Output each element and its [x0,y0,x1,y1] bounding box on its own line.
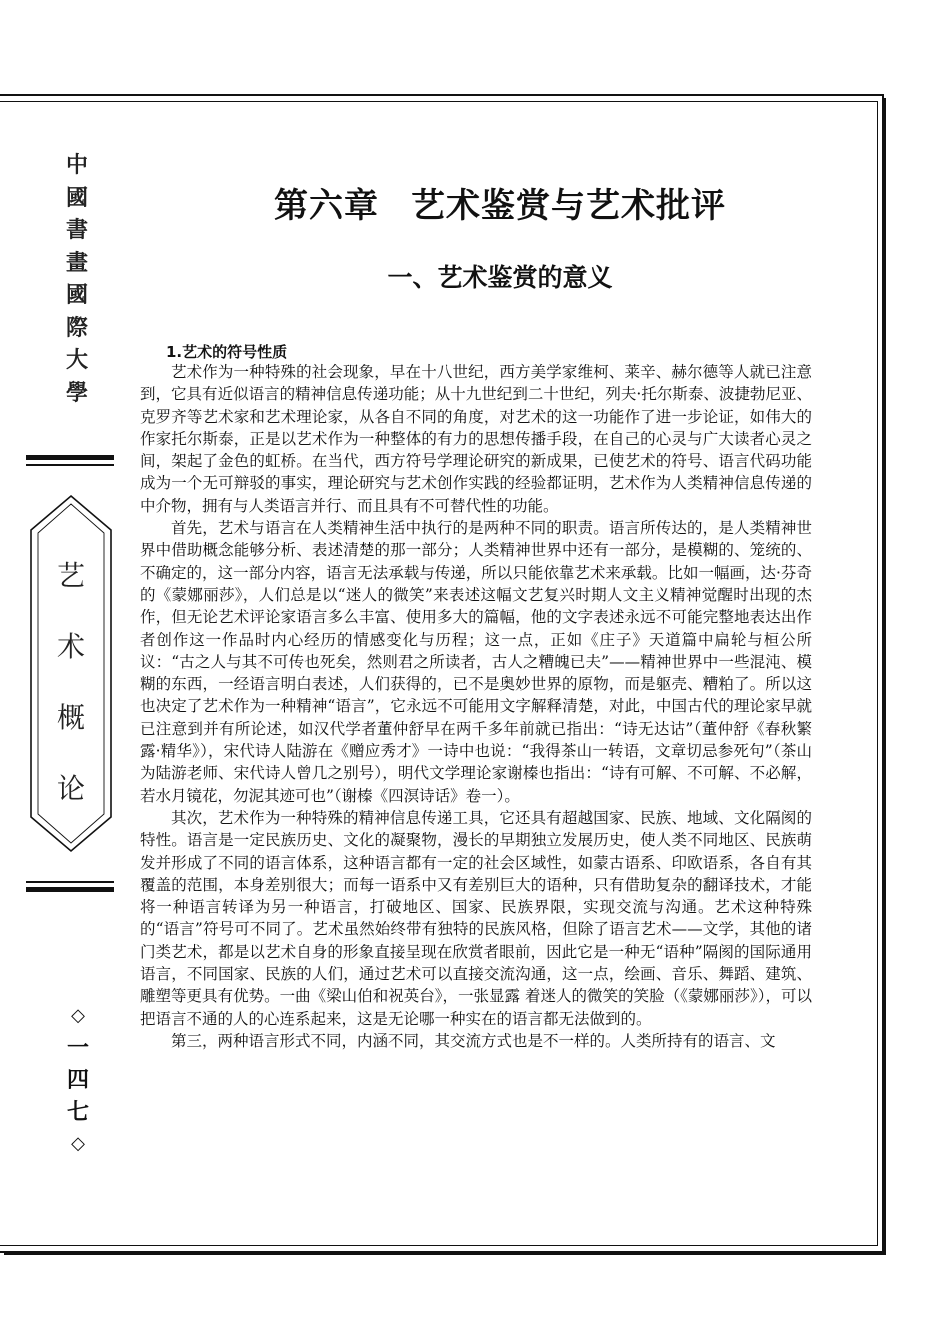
divider-bar-bottom [26,887,114,892]
divider-bar-top [26,455,114,460]
book-title-char: 概 [56,701,85,734]
book-title-char: 术 [56,630,85,663]
page-number-char: 一 [66,1035,89,1061]
page-number-char: 四 [66,1067,89,1093]
subsection-title: 1.艺术的符号性质 [166,343,288,361]
chapter-name: 艺术鉴赏与艺术批评 [411,186,726,226]
divider-bar-bottom-thin [26,881,114,883]
book-title-vertical [25,540,117,824]
body-text [140,361,812,1052]
frame-shadow-right [882,98,886,1255]
series-title-char: 學 [65,380,88,406]
diamond-icon: ◇ [71,1133,85,1154]
diamond-icon: ◇ [71,1005,85,1026]
book-title-char: 艺 [56,559,85,592]
series-title-char: 中 [65,153,88,178]
series-title-char: 國 [65,185,88,211]
frame-shadow-bottom [4,1251,886,1255]
paragraph: 首先，艺术与语言在人类精神生活中执行的是两种不同的职责。语言所传达的，是人类精神世界中借助概念能够分析、表述清楚的那一部分；人类精神世界中还有一部分，是模糊的、笼统的、不确定的，这一部分内容，语言无法承载与传递，所以只能依靠艺术来承载。比如一幅画，达·芬奇的《蒙娜丽莎》，人们总是以“迷人的微笑”来表述这幅文艺复兴时期人文主义精神觉醒时出现的杰作，但无论艺术评论家语言多么丰富、使用多大的篇幅，他的文字表述永远不可能完整地表达出作者创作这一作品时内心经历的情感变化与历程；这一点，正如《庄子》天道篇中扁轮与桓公所议：“古之人与其不可传也死矣，然则君之所读者，古人之糟魄已夫”——精神世界中一些混沌、模糊的东西，一经语言明白表述，人们获得的，已不是奥妙世界的原物，而是躯壳、糟粕了。所以这也决定了艺术作为一种精神“语言”，它永远不可能用文字解释清楚，对此，中国古代的理论家早就已注意到并有所论述，如汉代学者董仲舒早在两千多年前就已指出：“诗无达诂”（董仲舒《春秋繁露·精华》），宋代诗人陆游在《赠应秀才》一诗中也说：“我得茶山一转语，文章切忌参死句”（茶山为陆游老师、宋代诗人曾几之别号），明代文学理论家谢榛也指出：“诗有可解、不可解、不必解，若水月镜花，勿泥其迹可也”（谢榛《四溟诗话》卷一）。 [140,519,812,805]
paragraph: 艺术作为一种特殊的社会现象，早在十八世纪，西方美学家维柯、莱辛、赫尔德等人就已注意到，它具有近似语言的精神信息传递功能；从十九世纪到二十世纪，列夫·托尔斯泰、波捷勃尼亚、克罗齐等艺术家和艺术理论家，从各自不同的角度，对艺术的这一功能作了进一步论证，如伟大的作家托尔斯泰，正是以艺术作为一种整体的有力的思想传播手段，在自己的心灵与广大读者心灵之间，架起了金色的虹桥。在当代，西方符号学理论研究的新成果，已使艺术的符号、语言代码功能成为一个无可辩驳的事实，理论研究与艺术创作实践的经验都证明，艺术作为人类精神信息传递的中介物，拥有与人类语言并行、而且具有不可替代性的功能。 [140,363,812,515]
series-title-char: 畫 [65,250,88,276]
paragraph: 第三，两种语言形式不同，内涵不同，其交流方式也是不一样的。人类所持有的语言、文 [171,1031,776,1050]
series-title-char: 際 [65,315,88,341]
chapter-title [140,178,860,227]
series-title-char: 書 [65,218,88,243]
divider-bar-top-thin [26,464,114,466]
book-title-char: 论 [56,772,85,805]
section-title: 一、艺术鉴赏的意义 [387,263,613,292]
page-number-char: 七 [66,1099,89,1125]
series-title-char: 國 [65,283,88,308]
series-title-vertical [57,150,97,410]
page-number-vertical [56,1000,100,1160]
chapter-number: 第六章 [274,186,379,226]
paragraph: 其次，艺术作为一种特殊的精神信息传递工具，它还具有超越国家、民族、地域、文化隔阂的特性。语言是一定民族历史、文化的凝聚物，漫长的早期独立发展历史，使人类不同地区、民族萌发并形成了不同的语言体系，这种语言都有一定的社会区域性，如蒙古语系、印欧语系，各自有其覆盖的范围，本身差别很大；而每一语系中又有差别巨大的语种，只有借助复杂的翻译技术，才能将一种语言转译为另一种语言，打破地区、国家、民族界限，实现交流与沟通。艺术这种特殊的“语言”符号可不同了。艺术虽然始终带有独特的民族风格，但除了语言艺术——文学，其他的诸门类艺术，都是以艺术自身的形象直接呈现在欣赏者眼前，因此它是一种无“语种”隔阂的国际通用语言，不同国家、民族的人们，通过艺术可以直接交流沟通，这一点，绘画、音乐、舞蹈、建筑、雕塑等更具有优势。一曲《梁山伯和祝英台》，一张显露 着迷人的微笑的笑脸（《蒙娜丽莎》），可以把语言不通的人的心连系起来，这是无论哪一种实在的语言都无法做到的。 [140,808,812,1028]
series-title-char: 大 [65,348,88,373]
